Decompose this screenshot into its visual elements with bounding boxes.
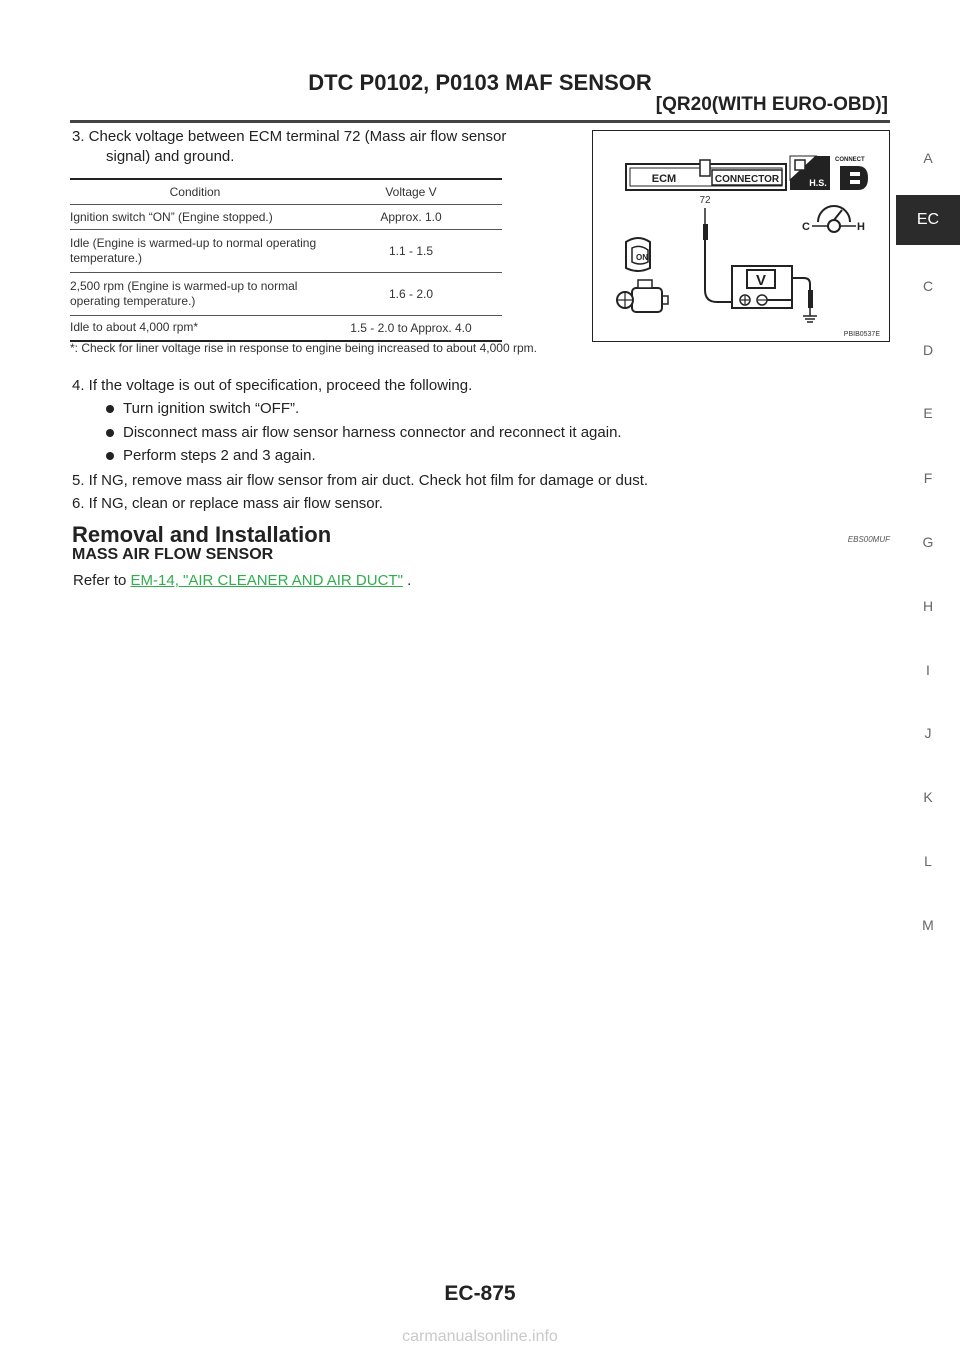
reference-line <box>73 572 411 589</box>
voltmeter-icon <box>732 266 792 308</box>
subsection-title: MASS AIR FLOW SENSOR <box>72 546 274 563</box>
bullet-item <box>106 447 316 464</box>
bullet-icon <box>106 452 114 460</box>
gauge-hot-label: H <box>857 221 865 233</box>
bullet-icon <box>106 405 114 413</box>
page-subtitle: [QR20(WITH EURO-OBD)] <box>655 94 888 115</box>
header-rule <box>70 120 890 123</box>
condition-cell: Idle to about 4,000 rpm* <box>70 316 320 341</box>
step-3-line2: signal) and ground. <box>106 148 235 165</box>
voltage-cell: 1.6 - 2.0 <box>320 273 502 316</box>
table-row <box>70 316 502 341</box>
side-index-m[interactable]: M <box>922 917 934 933</box>
gauge-cold-label: C <box>802 221 810 233</box>
reference-link[interactable]: EM-14, "AIR CLEANER AND AIR DUCT" <box>130 572 403 589</box>
table-header-row <box>70 179 502 205</box>
condition-cell: 2,500 rpm (Engine is warmed-up to normal operating temperature.) <box>70 273 320 316</box>
probe-red-icon <box>703 224 708 240</box>
side-index-g[interactable]: G <box>922 534 934 550</box>
side-index-ec-active[interactable]: EC <box>896 195 960 245</box>
ignition-on-label: ON <box>636 253 648 262</box>
voltage-cell: Approx. 1.0 <box>320 205 502 230</box>
hs-label: H.S. <box>809 178 827 188</box>
bullet-item <box>106 400 299 417</box>
bullet-text: Disconnect mass air flow sensor harness connector and reconnect it again. <box>123 424 622 441</box>
voltmeter-label: V <box>755 272 767 289</box>
voltage-check-figure <box>592 130 890 342</box>
condition-cell: Ignition switch “ON” (Engine stopped.) <box>70 205 320 230</box>
voltage-cell: 1.5 - 2.0 to Approx. 4.0 <box>320 316 502 341</box>
voltage-cell: 1.1 - 1.5 <box>320 230 502 273</box>
side-index-k[interactable]: K <box>923 789 933 805</box>
bullet-text: Turn ignition switch “OFF”. <box>123 400 300 417</box>
reference-prefix: Refer to <box>73 572 131 589</box>
table-row <box>70 273 502 316</box>
step-4: 4. If the voltage is out of specification, proceed the following. <box>72 377 473 394</box>
column-header-condition: Condition <box>70 179 320 205</box>
condition-cell: Idle (Engine is warmed-up to normal operating temperature.) <box>70 230 320 273</box>
side-index-i[interactable]: I <box>926 662 930 678</box>
table-row <box>70 230 502 273</box>
section-code: EBS00MUF <box>847 535 890 544</box>
side-index-f[interactable]: F <box>923 470 933 486</box>
bullet-text: Perform steps 2 and 3 again. <box>123 447 316 464</box>
table-row <box>70 205 502 230</box>
page-number: EC-875 <box>444 1282 516 1305</box>
column-header-voltage: Voltage V <box>320 179 502 205</box>
harness-side-icon <box>790 156 830 190</box>
step-6: 6. If NG, clean or replace mass air flow sensor. <box>72 495 383 512</box>
probe-black-icon <box>808 290 813 308</box>
step-5: 5. If NG, remove mass air flow sensor from air duct. Check hot film for damage or dust. <box>72 472 649 489</box>
bullet-icon <box>106 429 114 437</box>
connect-plug-icon <box>840 166 868 190</box>
connector-label: CONNECTOR <box>714 174 780 185</box>
side-index-e[interactable]: E <box>923 405 933 421</box>
connector-lock-tab <box>700 160 710 176</box>
terminal-number: 72 <box>699 195 711 206</box>
connect-label: CONNECT <box>835 157 865 163</box>
bullet-item <box>106 424 622 441</box>
figure-code: PBIB0537E <box>843 331 880 338</box>
ecm-label: ECM <box>651 173 677 185</box>
side-index-c[interactable]: C <box>922 278 934 294</box>
watermark: carmanualsonline.info <box>402 1328 558 1345</box>
step-3-line1: 3. Check voltage between ECM terminal 72 (Mass air flow sensor <box>72 128 507 145</box>
reference-suffix: . <box>402 572 412 589</box>
side-index-d[interactable]: D <box>922 342 934 358</box>
side-index-j[interactable]: J <box>924 725 932 741</box>
side-index-l[interactable]: L <box>924 853 932 869</box>
side-index-a[interactable]: A <box>923 150 933 166</box>
voltage-spec-table <box>70 178 502 342</box>
ignition-key-on-icon <box>626 238 650 271</box>
side-index-h[interactable]: H <box>922 598 934 614</box>
table-footnote: *: Check for liner voltage rise in response to engine being increased to about 4,000 rpm. <box>70 341 537 355</box>
page-title: DTC P0102, P0103 MAF SENSOR <box>308 70 652 95</box>
section-title: Removal and Installation <box>72 522 332 547</box>
